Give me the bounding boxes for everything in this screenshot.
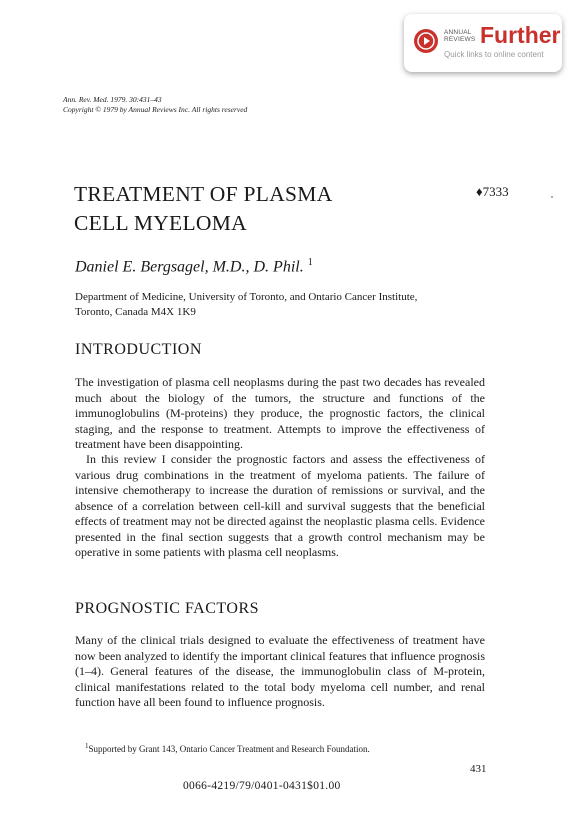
author-name: Daniel E. Bergsagel, M.D., D. Phil. $^1$ [75,257,313,276]
section-heading-introduction: INTRODUCTION [75,341,202,358]
section-heading-prognostic-factors: PROGNOSTIC FACTORS [75,600,260,617]
scan-speck [551,196,553,198]
annual-reviews-further-badge[interactable] [404,14,562,72]
badge-further-label: Further [480,22,561,48]
article-title: TREATMENT OF PLASMA CELL MYELOMA [74,182,333,235]
play-icon [414,29,438,53]
intro-paragraph-1: The investigation of plasma cell neoplasms during the past two decades has revealed much about the biology of the tumors, the structure and functions of the immunoglobulins (M-proteins) they produce, the prognostic factors, the clinical staging, and the response to treatment. Attempts to improve the effectiveness of treatment have been disappointing. [75,375,485,451]
author-footnote-mark[interactable]: 1 [307,257,313,268]
prognostic-paragraph-1: Many of the clinical trials designed to evaluate the effectiveness of treatment have now been analyzed to identify the important clinical features that influence prognosis (1–4). General features of the disease, the immunoglobulin class of M-protein, clinical manifestations related to the total body myeloma cell number, and renal function have all been found to influence prognosis. [75,633,485,709]
badge-publisher-label: ANNUAL REVIEWS [444,29,476,43]
footnote [85,740,370,755]
badge-quick-links-label: Quick links to online content [444,50,544,59]
citation-line: Ann. Rev. Med. 1979. 30:431–43 [63,95,162,104]
page-number: 431 [470,763,487,775]
footnote-mark: 1 [85,742,89,750]
intro-paragraph-2: In this review I consider the prognostic factors and assess the effectiveness of various drug combinations in the treatment of myeloma patients. The failure of intensive chemotherapy to increase the duration of remissions or survival, and the absence of a correlation between cell-kill and survival suggests that the beneficial effects of treatment may not be directed against the neoplastic plasma cells. Evidence presented in the final section suggests that a growth control mechanism may be operative in some patients with plasma cell neoplasms. [75,452,485,559]
article-code: ♦7333 [476,184,509,199]
author-affiliation: Department of Medicine, University of Toronto, and Ontario Cancer Institute, Toronto, Canada M4X 1K9 [75,291,418,318]
journal-citation [63,95,247,115]
article-code-line: 0066-4219/79/0401-0431$01.00 [183,780,341,792]
footnote-text: Supported by Grant 143, Ontario Cancer Treatment and Research Foundation. [88,744,370,754]
copyright-line: Copyright © 1979 by Annual Reviews Inc. All rights reserved [63,105,248,114]
